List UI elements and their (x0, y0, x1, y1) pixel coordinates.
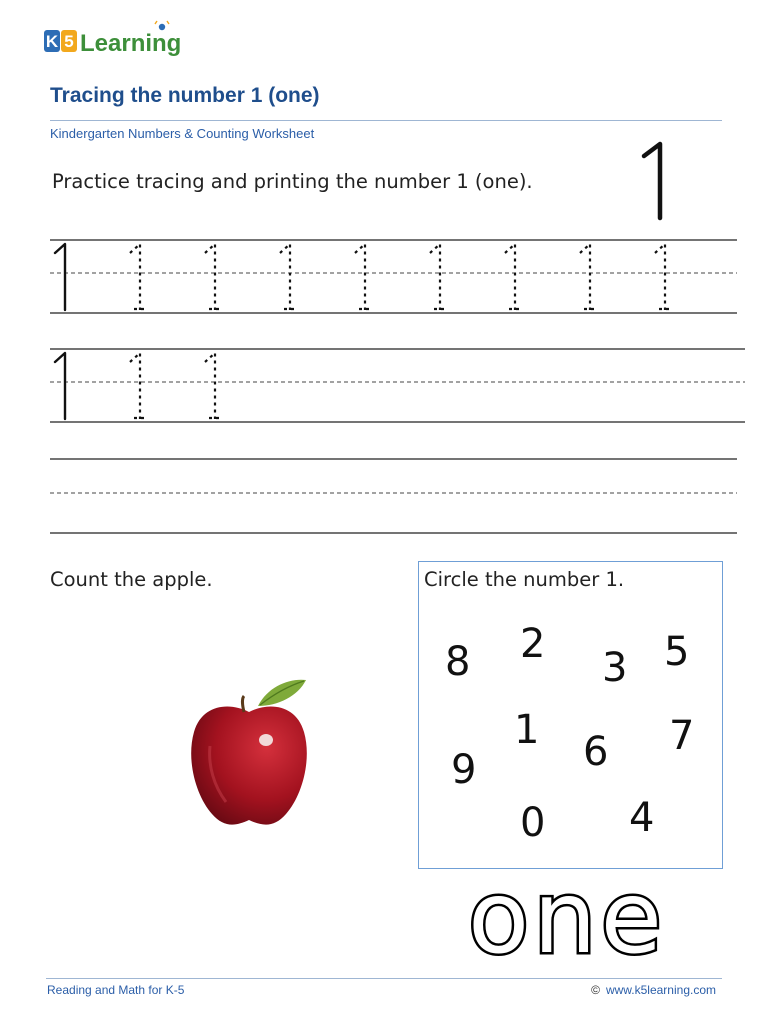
tracing-row-1 (50, 240, 737, 313)
footer-website[interactable] (591, 983, 716, 997)
dotted-digit-one (205, 244, 221, 310)
footer-url[interactable]: www.k5learning.com (605, 983, 716, 997)
number-option[interactable]: 3 (602, 645, 628, 691)
number-word-one-text: one (467, 872, 667, 964)
svg-text:K: K (45, 32, 59, 51)
footer-divider (46, 978, 722, 979)
circle-number-box (418, 561, 723, 869)
tracing-row-2 (50, 349, 745, 422)
dotted-digit-one (355, 244, 371, 310)
number-option[interactable]: 6 (583, 729, 609, 775)
number-option[interactable]: 2 (520, 621, 546, 667)
dotted-digit-one (580, 244, 596, 310)
dotted-digit-one (655, 244, 671, 310)
svg-text:Learning: Learning (80, 30, 182, 57)
number-option[interactable]: 9 (451, 747, 477, 793)
worksheet-subtitle: Kindergarten Numbers & Counting Worksheet (50, 126, 315, 141)
dotted-digit-one (280, 244, 296, 310)
number-option[interactable]: 8 (445, 639, 471, 685)
copyright-symbol: © (591, 983, 600, 997)
number-option[interactable]: 5 (664, 629, 690, 675)
solid-digit-one (55, 353, 65, 419)
number-option[interactable]: 4 (629, 795, 655, 841)
number-option[interactable]: 1 (514, 707, 540, 753)
footer-tagline: Reading and Math for K-5 (47, 983, 185, 997)
dotted-digit-one (130, 353, 146, 419)
dotted-digit-one (430, 244, 446, 310)
solid-digit-one (55, 244, 65, 310)
apple-image (186, 676, 312, 832)
worksheet-title: Tracing the number 1 (one) (50, 84, 320, 107)
svg-text:5: 5 (64, 32, 74, 51)
number-option[interactable]: 0 (520, 800, 546, 846)
count-instruction: Count the apple. (50, 568, 213, 591)
blank-writing-row[interactable] (50, 459, 737, 533)
tracing-instruction: Practice tracing and printing the number 1 (one). (52, 170, 533, 193)
circle-instruction: Circle the number 1. (424, 568, 625, 591)
number-option[interactable]: 7 (669, 713, 695, 759)
dotted-digit-one (205, 353, 221, 419)
dotted-digit-one (505, 244, 521, 310)
number-word-one (442, 872, 692, 964)
dotted-digit-one (130, 244, 146, 310)
